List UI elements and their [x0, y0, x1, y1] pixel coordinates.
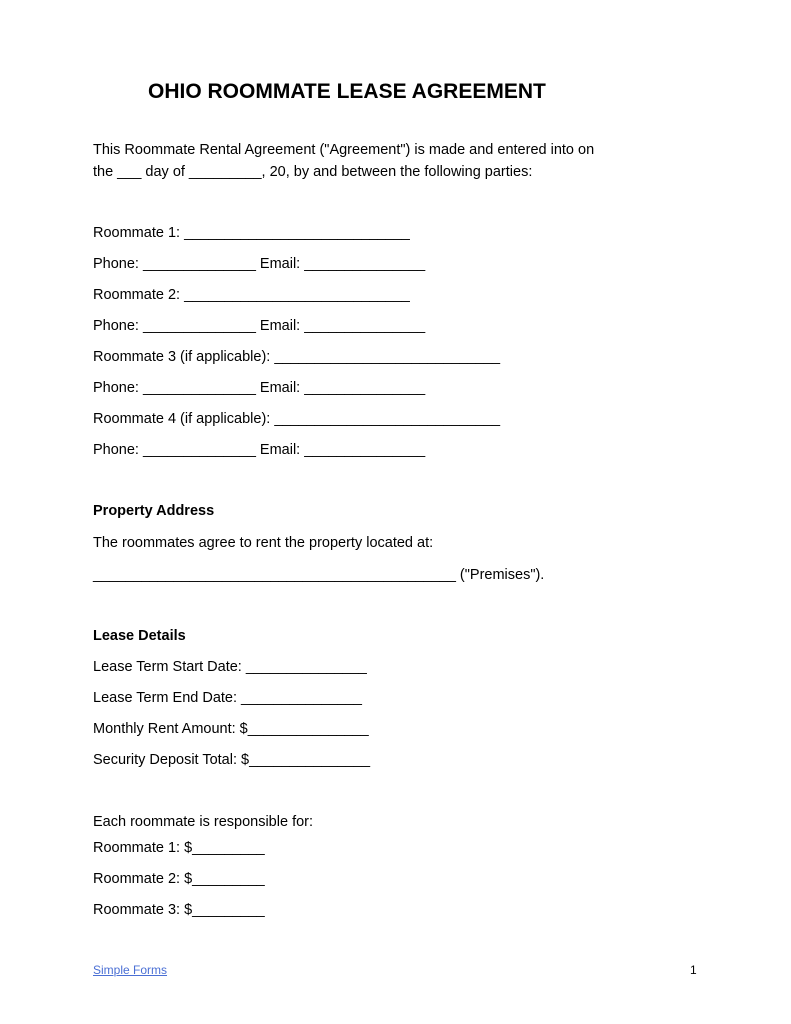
lease-end-date-line: Lease Term End Date: _______________ — [93, 690, 363, 706]
roommate-3-contact-line: Phone: ______________ Email: _______________ — [93, 380, 426, 396]
document-title: OHIO ROOMMATE LEASE AGREEMENT — [148, 80, 546, 103]
responsibility-intro: Each roommate is responsible for: — [93, 814, 314, 830]
monthly-rent-line: Monthly Rent Amount: $_______________ — [93, 721, 369, 737]
intro-line-2: the ___ day of _________, 20, by and between the following parties: — [93, 164, 533, 180]
page-number: 1 — [690, 963, 697, 977]
roommate-2-contact-line: Phone: ______________ Email: _______________ — [93, 318, 426, 334]
roommate-1-line: Roommate 1: ____________________________ — [93, 225, 410, 241]
security-deposit-line: Security Deposit Total: $_______________ — [93, 752, 371, 768]
lease-start-date-line: Lease Term Start Date: _______________ — [93, 659, 367, 675]
roommate-1-share-line: Roommate 1: $_________ — [93, 840, 265, 856]
lease-details-heading: Lease Details — [93, 628, 186, 644]
property-address-heading: Property Address — [93, 503, 215, 519]
roommate-1-contact-line: Phone: ______________ Email: _______________ — [93, 256, 426, 272]
premises-address-line: _____________________________________________ ("Premises"). — [93, 567, 545, 583]
roommate-4-contact-line: Phone: ______________ Email: _______________ — [93, 442, 426, 458]
roommate-2-share-line: Roommate 2: $_________ — [93, 871, 265, 887]
property-address-text: The roommates agree to rent the property located at: — [93, 535, 434, 551]
roommate-3-line: Roommate 3 (if applicable): ____________________________ — [93, 349, 501, 365]
roommate-2-line: Roommate 2: ____________________________ — [93, 287, 410, 303]
intro-line-1: This Roommate Rental Agreement ("Agreement") is made and entered into on — [93, 142, 595, 158]
roommate-3-share-line: Roommate 3: $_________ — [93, 902, 265, 918]
roommate-4-line: Roommate 4 (if applicable): ____________________________ — [93, 411, 501, 427]
simple-forms-link[interactable]: Simple Forms — [93, 963, 168, 977]
